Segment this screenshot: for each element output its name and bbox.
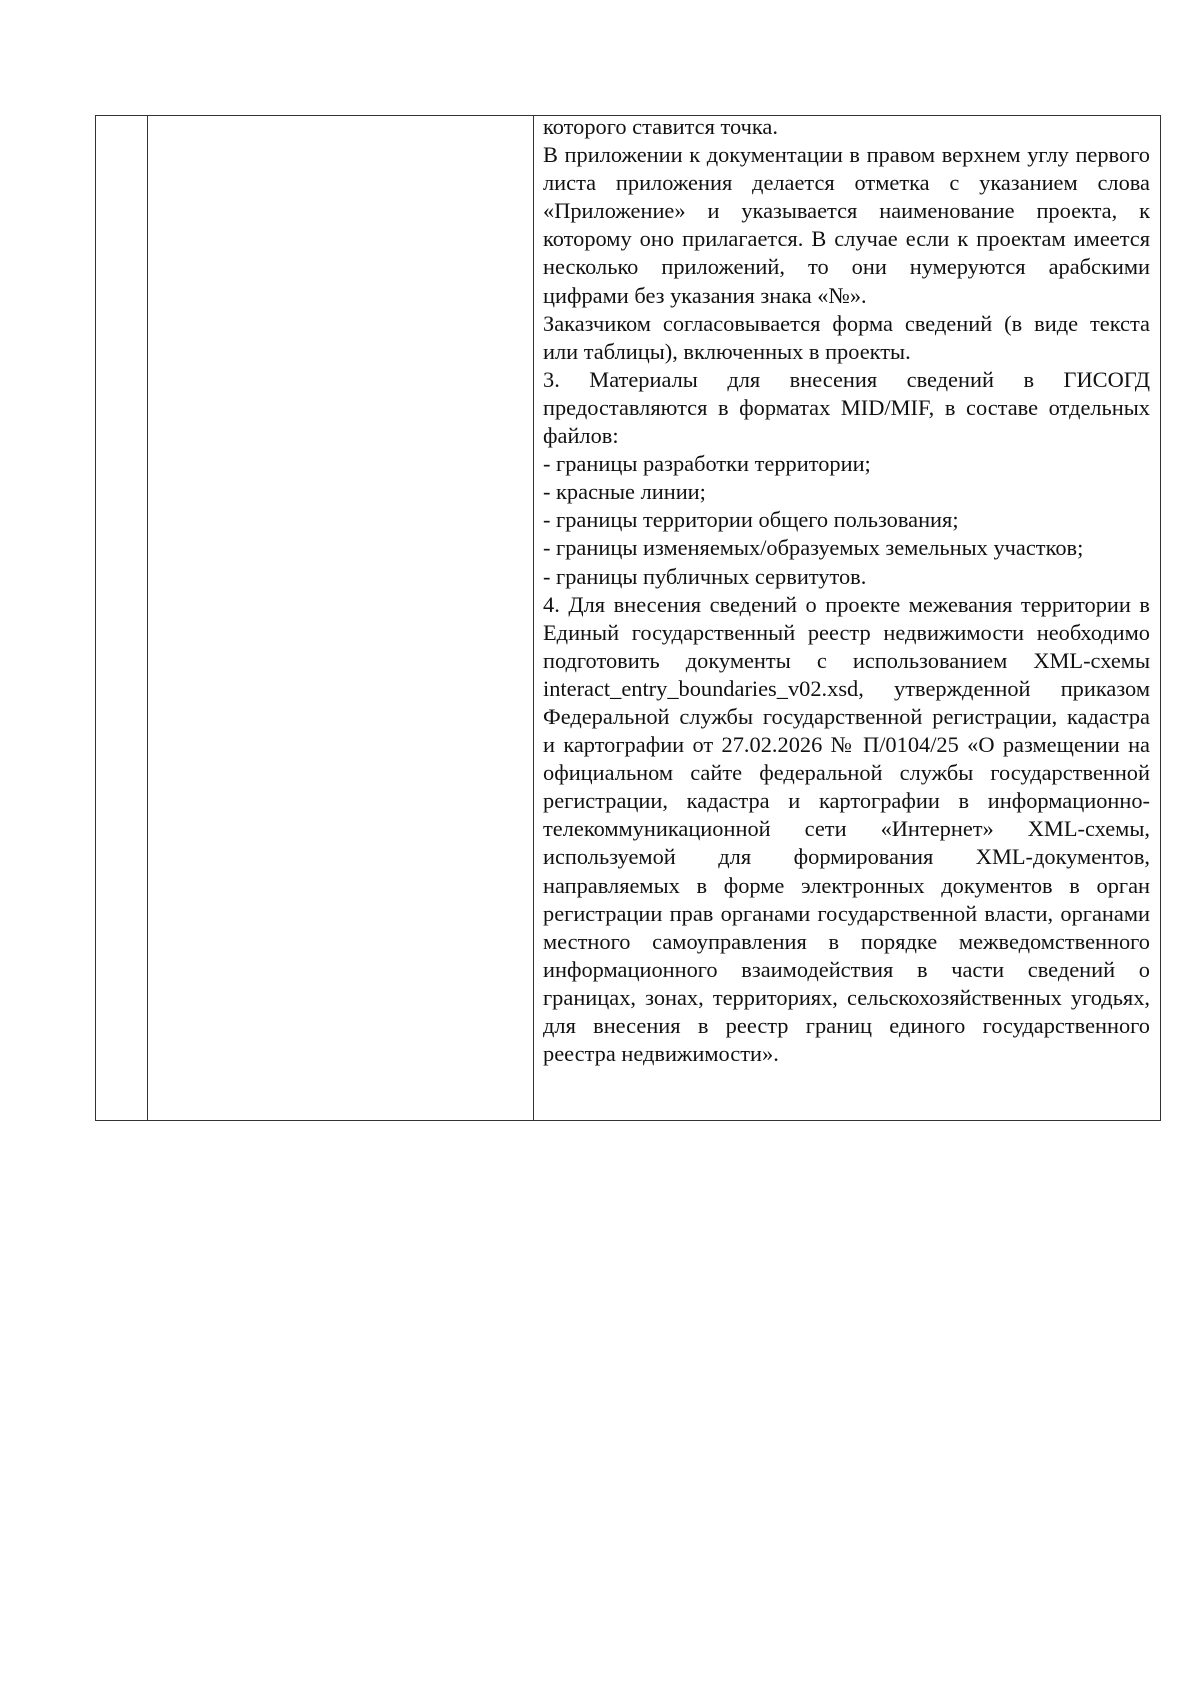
- paragraph-gisogd-materials: 3. Материалы для внесения сведений в ГИСОГД предоставляются в форматах MID/MIF, в составе отдельных файлов:: [543, 366, 1150, 449]
- list-item: - границы изменяемых/образуемых земельных участков;: [543, 535, 1084, 561]
- paragraph-customer-agreement: Заказчиком согласовывается форма сведений (в виде текста или таблицы), включенных в проекты.: [543, 310, 1150, 364]
- list-item: - границы территории общего пользования;: [543, 507, 959, 533]
- list-item: - красные линии;: [543, 479, 706, 505]
- table-cell-title: [148, 116, 534, 1121]
- cell-text-block: [534, 113, 1160, 1068]
- list-item: - границы публичных сервитутов.: [543, 563, 867, 589]
- paragraph-continuation: которого ставится точка.: [543, 114, 778, 139]
- table-cell-number: [96, 116, 148, 1121]
- paragraph-appendix-marking: В приложении к документации в правом верхнем углу первого листа приложения делается отметка с указанием слова «Приложение» и указывается наименование проекта, к которому оно прилагается. В случае если к проектам имеется несколько приложений, то они нумеруются арабскими цифрами без указания знака «№».: [543, 142, 1150, 308]
- paragraph-egrn-xml: 4. Для внесения сведений о проекте межевания территории в Единый государственный реестр недвижимости необходимо подготовить документы с использованием XML-схемы interact_entry_boundaries_v02.xsd, утвержденной приказом Федеральной службы государственной регистрации, кадастра и картографии от 27.02.2026 № П/0104/25 «О размещении на официальном сайте федеральной службы государственной регистрации, кадастра и картографии в информационно-телекоммуникационной сети «Интернет» XML-схемы, используемой для формирования XML-документов, направляемых в форме электронных документов в орган регистрации прав органами государственной власти, органами местного самоуправления в порядке межведомственного информационного взаимодействия в части сведений о границах, зонах, территориях, сельскохозяйственных угодьях, для внесения в реестр границ единого государственного реестра недвижимости».: [543, 591, 1150, 1067]
- table-cell-content: [534, 116, 1161, 1121]
- list-item: - границы разработки территории;: [543, 451, 871, 477]
- document-table: [95, 115, 1161, 1121]
- table-row: [96, 116, 1161, 1121]
